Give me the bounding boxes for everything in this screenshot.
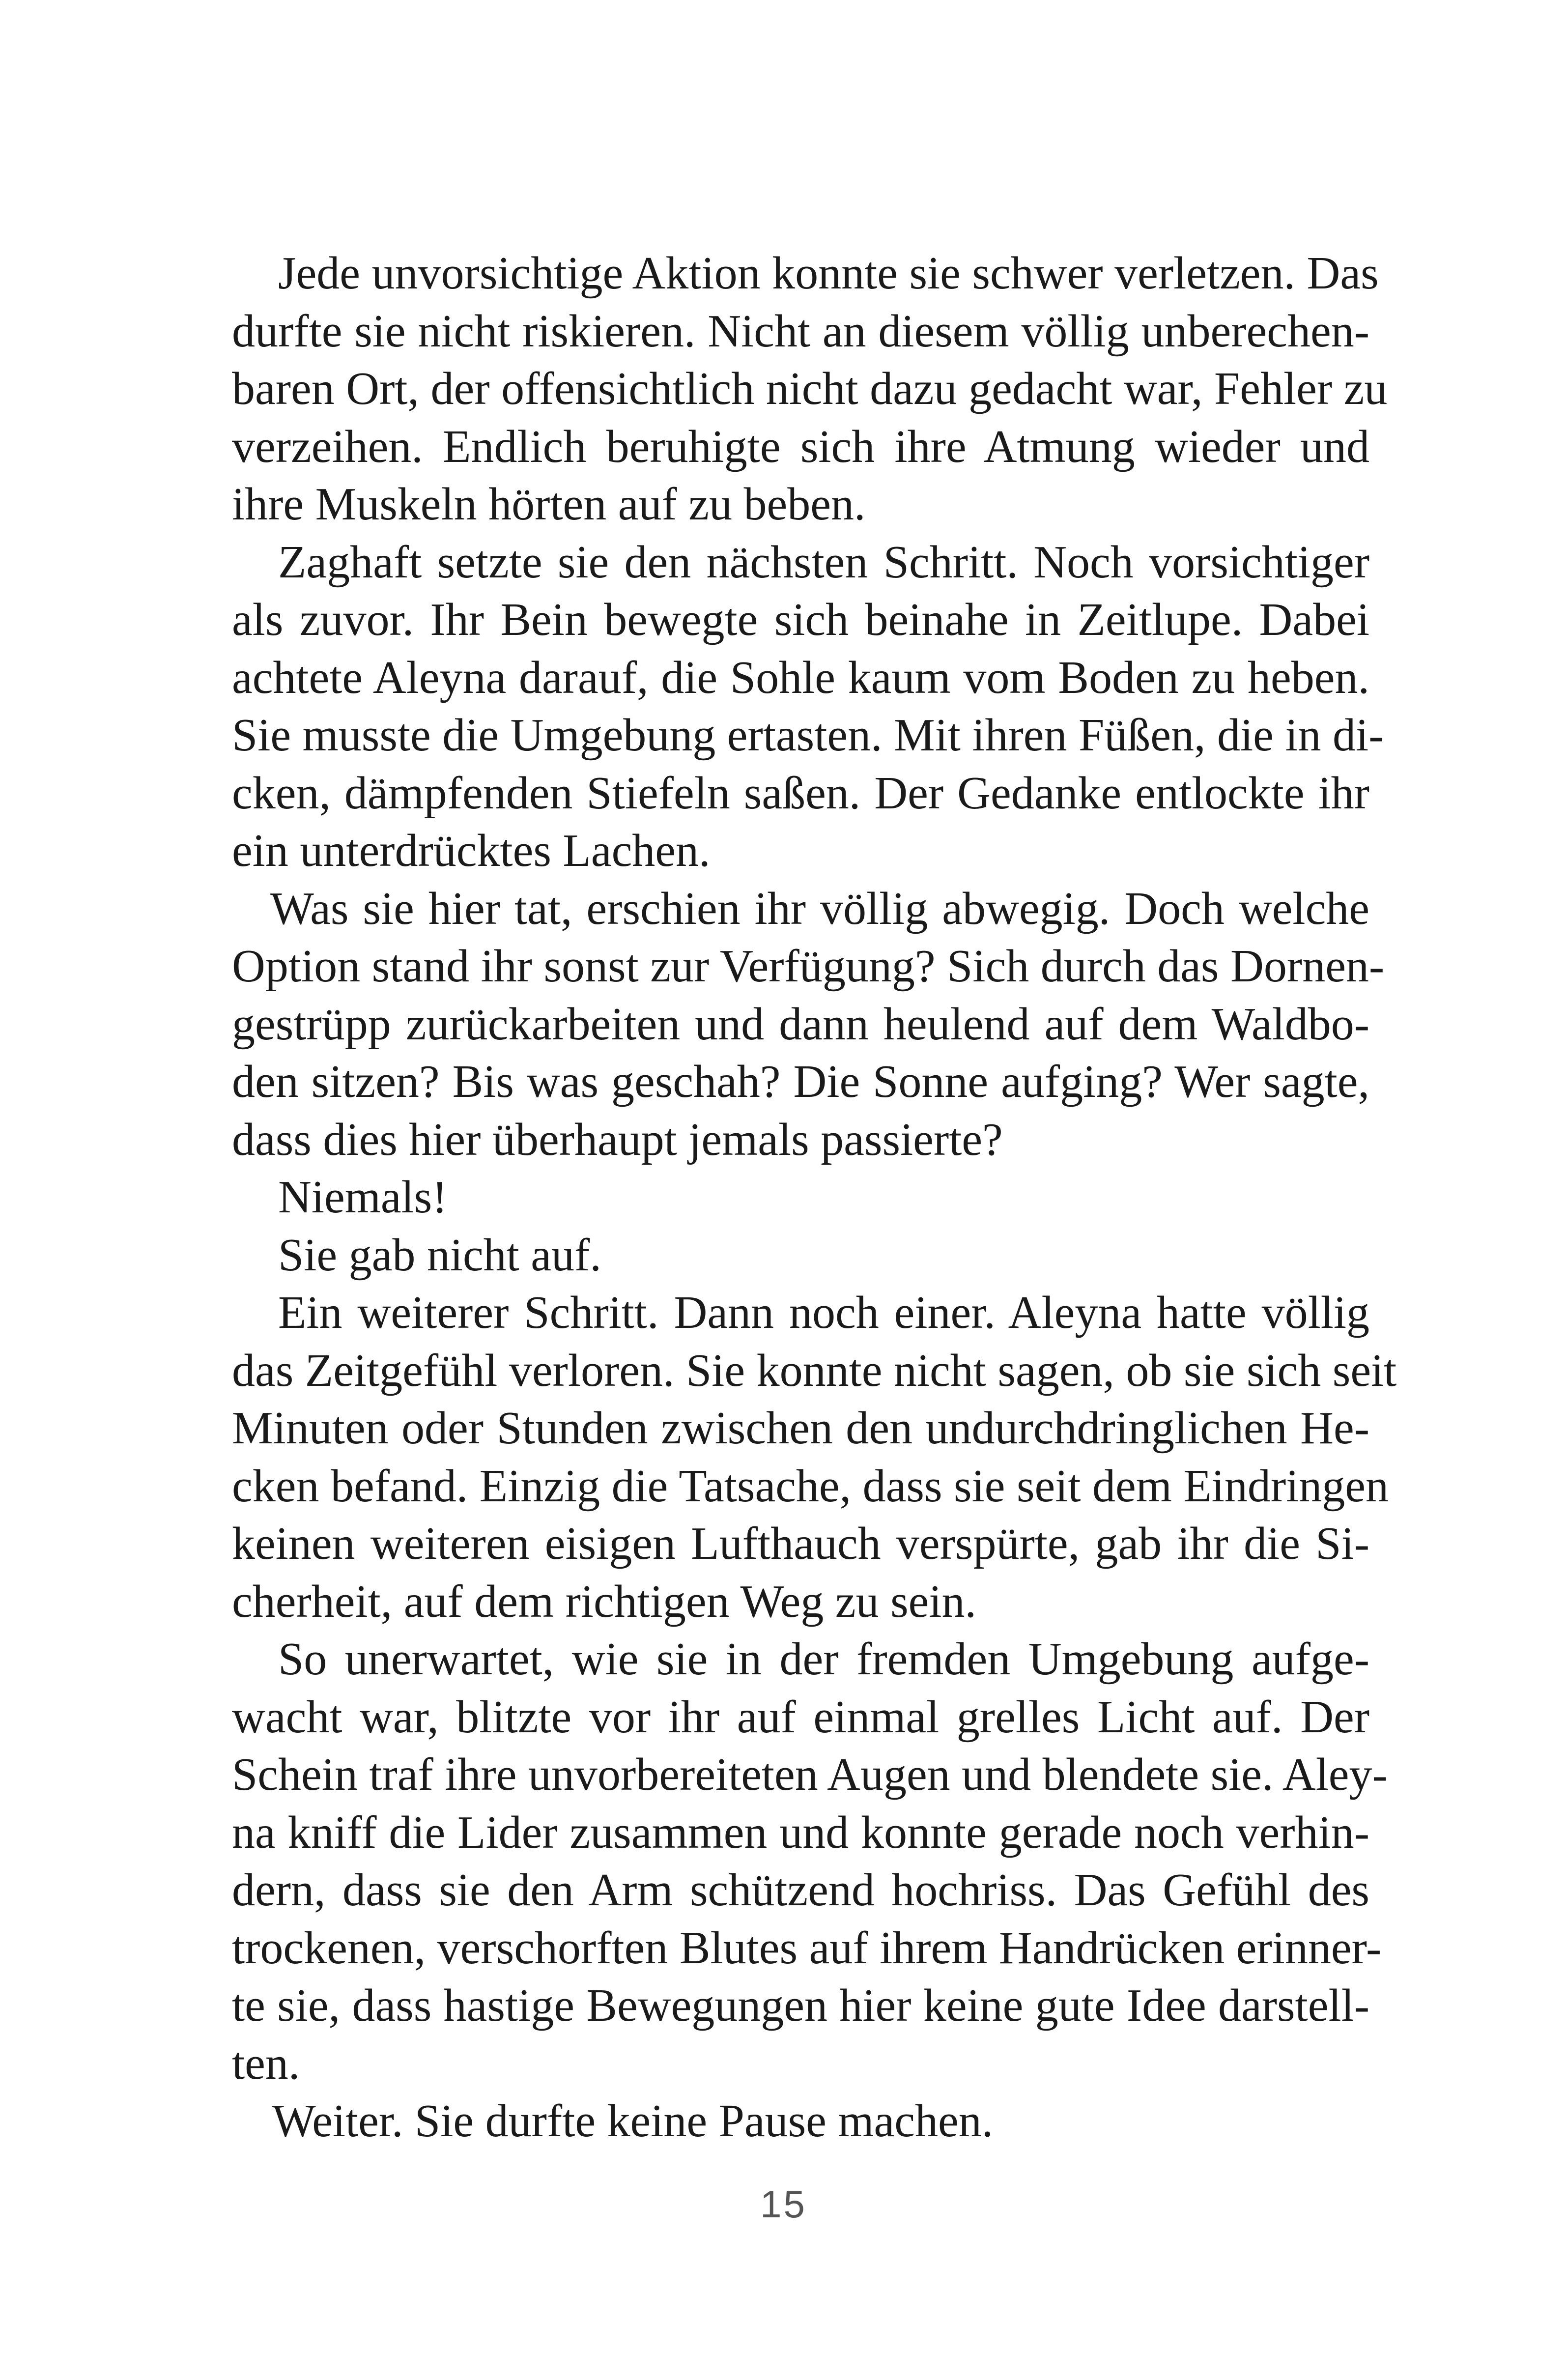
text-line: Option stand ihr sonst zur Verfügung? Sich durch das Dornen- (232, 941, 1385, 992)
text-line: verzeihen. Endlich beruhigte sich ihre Atmung wieder und (232, 421, 1369, 472)
text-line: durfte sie nicht riskieren. Nicht an diesem völlig unberechen- (232, 305, 1369, 357)
text-line: na kniff die Lider zusammen und konnte gerade noch verhin- (232, 1807, 1369, 1858)
text-line: Schein traf ihre unvorbereiteten Augen und blendete sie. Aley- (232, 1749, 1388, 1800)
text-line: achtete Aleyna darauf, die Sohle kaum vom Boden zu heben. (232, 652, 1369, 703)
text-line: ten. (232, 2037, 300, 2089)
text-line: Minuten oder Stunden zwischen den undurchdringlichen He- (232, 1403, 1369, 1454)
text-line: cken, dämpfenden Stiefeln saßen. Der Gedanke entlockte ihr (232, 767, 1369, 819)
text-line: Sie musste die Umgebung ertasten. Mit ihren Füßen, die in di- (232, 710, 1384, 761)
text-line: baren Ort, der offensichtlich nicht dazu gedacht war, Fehler zu (232, 363, 1388, 414)
text-line: Sie gab nicht auf. (278, 1229, 601, 1281)
text-line: als zuvor. Ihr Bein bewegte sich beinahe in Zeitlupe. Dabei (232, 594, 1369, 645)
text-line: dass dies hier überhaupt jemals passierte? (232, 1114, 1003, 1165)
text-line: gestrüpp zurückarbeiten und dann heulend auf dem Waldbo- (232, 998, 1369, 1050)
text-line: Ein weiterer Schritt. Dann noch einer. Aleyna hatte völlig (278, 1287, 1369, 1338)
text-line: wacht war, blitzte vor ihr auf einmal grelles Licht auf. Der (232, 1691, 1369, 1743)
text-line: Jede unvorsichtige Aktion konnte sie schwer verletzen. Das (278, 248, 1379, 299)
text-line: trockenen, verschorften Blutes auf ihrem Handrücken erinner- (232, 1922, 1382, 1974)
text-line: keinen weiteren eisigen Lufthauch verspürte, gab ihr die Si- (232, 1518, 1369, 1569)
text-line: das Zeitgefühl verloren. Sie konnte nicht sagen, ob sie sich seit (232, 1345, 1397, 1396)
text-line: ein unterdrücktes Lachen. (232, 825, 711, 876)
body-text (232, 245, 1397, 2151)
text-line: Was sie hier tat, erschien ihr völlig abwegig. Doch welche (270, 883, 1369, 934)
text-line: dern, dass sie den Arm schützend hochriss. Das Gefühl des (232, 1864, 1369, 1916)
text-line: den sitzen? Bis was geschah? Die Sonne aufging? Wer sagte, (232, 1056, 1369, 1107)
text-line: Niemals! (278, 1172, 448, 1223)
text-line: So unerwartet, wie sie in der fremden Umgebung aufge- (278, 1634, 1369, 1685)
text-line: ihre Muskeln hörten auf zu beben. (232, 479, 866, 530)
text-line: Zaghaft setzte sie den nächsten Schritt. Noch vorsichtiger (278, 536, 1369, 588)
page-number: 15 (760, 2182, 807, 2226)
text-line: Weiter. Sie durfte keine Pause machen. (272, 2095, 994, 2147)
text-line: te sie, dass hastige Bewegungen hier keine gute Idee darstell- (232, 1980, 1369, 2031)
text-line: cherheit, auf dem richtigen Weg zu sein. (232, 1576, 977, 1627)
text-line: cken befand. Einzig die Tatsache, dass sie seit dem Eindringen (232, 1460, 1389, 1512)
